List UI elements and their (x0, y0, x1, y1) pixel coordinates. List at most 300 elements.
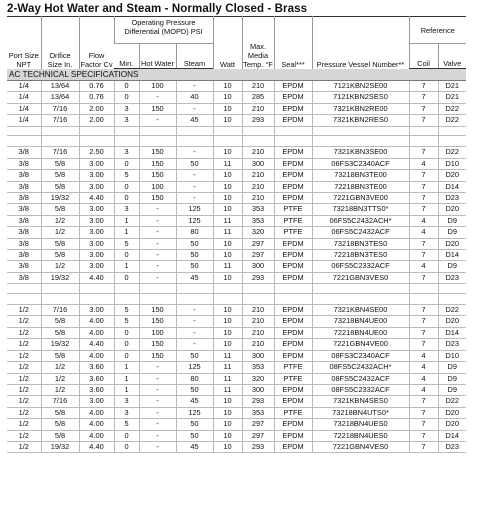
cell-orifice-size: 5/8 (41, 238, 79, 249)
table-row (7, 215, 466, 226)
spacer-cell (409, 284, 438, 293)
cell-valve: D22 (438, 115, 466, 126)
cell-port-size: 1/2 (7, 384, 41, 395)
table-row (7, 92, 466, 103)
cell-port-size: 1/2 (7, 362, 41, 373)
cell-steam: - (176, 327, 213, 338)
cell-valve: D22 (438, 305, 466, 316)
cell-watt: 10 (213, 407, 242, 418)
cell-seal: EPDM (274, 250, 312, 261)
cell-seal: EPDM (274, 327, 312, 338)
table-row (7, 170, 466, 181)
table-row (7, 362, 466, 373)
cell-flow-factor: 3.00 (79, 170, 114, 181)
cell-min: 0 (114, 92, 139, 103)
cell-port-size: 1/2 (7, 327, 41, 338)
cell-min: 0 (114, 250, 139, 261)
spacer-cell (312, 126, 409, 135)
cell-watt: 10 (213, 430, 242, 441)
cell-orifice-size: 7/16 (41, 115, 79, 126)
spacer-cell (139, 293, 176, 304)
spacer-cell (176, 293, 213, 304)
cell-steam: - (176, 103, 213, 114)
cell-coil: 4 (409, 373, 438, 384)
table-row (7, 103, 466, 114)
cell-flow-factor: 3.00 (79, 305, 114, 316)
cell-port-size: 3/8 (7, 204, 41, 215)
cell-max-temp: 210 (242, 81, 274, 92)
header-hot-water: Hot Water (139, 44, 176, 69)
cell-hot-water: - (139, 204, 176, 215)
header-min: Min. (114, 44, 139, 69)
cell-steam: 50 (176, 350, 213, 361)
table-row (7, 115, 466, 126)
cell-steam: - (176, 339, 213, 350)
cell-seal: EPDM (274, 350, 312, 361)
cell-hot-water: - (139, 362, 176, 373)
cell-coil: 4 (409, 384, 438, 395)
cell-watt: 10 (213, 115, 242, 126)
cell-port-size: 3/8 (7, 181, 41, 192)
table-row (7, 430, 466, 441)
cell-max-temp: 210 (242, 305, 274, 316)
cell-flow-factor: 3.00 (79, 227, 114, 238)
spacer-cell (176, 136, 213, 147)
cell-min: 1 (114, 227, 139, 238)
table-row (7, 272, 466, 283)
cell-valve: D22 (438, 103, 466, 114)
cell-watt: 10 (213, 441, 242, 452)
cell-steam: 80 (176, 227, 213, 238)
cell-pressure-vessel-number: 7121KBN2SE00 (312, 81, 409, 92)
cell-hot-water: - (139, 227, 176, 238)
table-row (7, 419, 466, 430)
cell-watt: 10 (213, 193, 242, 204)
spacer-cell (7, 284, 41, 293)
cell-max-temp: 300 (242, 261, 274, 272)
cell-flow-factor: 4.00 (79, 316, 114, 327)
cell-orifice-size: 7/16 (41, 396, 79, 407)
cell-orifice-size: 19/32 (41, 339, 79, 350)
table-row (7, 441, 466, 452)
cell-orifice-size: 5/8 (41, 327, 79, 338)
cell-watt: 11 (213, 215, 242, 226)
cell-min: 0 (114, 158, 139, 169)
cell-max-temp: 210 (242, 193, 274, 204)
cell-min: 0 (114, 181, 139, 192)
cell-flow-factor: 3.00 (79, 181, 114, 192)
cell-valve: D20 (438, 204, 466, 215)
spacer-cell (274, 126, 312, 135)
cell-seal: EPDM (274, 430, 312, 441)
spacer-cell (139, 136, 176, 147)
cell-max-temp: 210 (242, 339, 274, 350)
cell-hot-water: 150 (139, 350, 176, 361)
cell-orifice-size: 5/8 (41, 430, 79, 441)
cell-seal: EPDM (274, 419, 312, 430)
cell-pressure-vessel-number: 7221GBN4VES0 (312, 441, 409, 452)
cell-valve: D9 (438, 261, 466, 272)
spacer-cell (242, 126, 274, 135)
cell-orifice-size: 19/32 (41, 272, 79, 283)
cell-port-size: 1/2 (7, 419, 41, 430)
cell-hot-water: - (139, 441, 176, 452)
cell-pressure-vessel-number: 73218BN4UE00 (312, 316, 409, 327)
spacer-cell (79, 136, 114, 147)
spacer-cell (312, 293, 409, 304)
cell-pressure-vessel-number: 08FS5C2432ACH* (312, 362, 409, 373)
cell-valve: D9 (438, 215, 466, 226)
cell-valve: D22 (438, 147, 466, 158)
cell-min: 0 (114, 327, 139, 338)
cell-coil: 7 (409, 272, 438, 283)
cell-watt: 10 (213, 419, 242, 430)
cell-port-size: 3/8 (7, 272, 41, 283)
header-reference-group: Reference (409, 17, 466, 44)
header-watt: Watt (213, 17, 242, 69)
cell-hot-water: 150 (139, 170, 176, 181)
cell-orifice-size: 5/8 (41, 181, 79, 192)
cell-flow-factor: 2.50 (79, 147, 114, 158)
spacer-row (7, 284, 466, 293)
cell-max-temp: 210 (242, 181, 274, 192)
cell-steam: 50 (176, 261, 213, 272)
cell-steam: - (176, 181, 213, 192)
cell-seal: PTFE (274, 373, 312, 384)
spacer-cell (274, 293, 312, 304)
table-header (7, 17, 466, 69)
cell-steam: 50 (176, 238, 213, 249)
cell-flow-factor: 4.00 (79, 419, 114, 430)
table-row (7, 305, 466, 316)
cell-coil: 7 (409, 103, 438, 114)
cell-pressure-vessel-number: 7221GBN3VES0 (312, 272, 409, 283)
spec-table (7, 16, 466, 453)
cell-port-size: 1/4 (7, 92, 41, 103)
cell-hot-water: - (139, 407, 176, 418)
cell-steam: 125 (176, 407, 213, 418)
cell-seal: EPDM (274, 147, 312, 158)
cell-max-temp: 297 (242, 238, 274, 249)
cell-flow-factor: 3.60 (79, 362, 114, 373)
table-body (7, 69, 466, 453)
cell-min: 5 (114, 316, 139, 327)
cell-watt: 10 (213, 81, 242, 92)
cell-watt: 10 (213, 396, 242, 407)
cell-seal: EPDM (274, 384, 312, 395)
cell-hot-water: - (139, 261, 176, 272)
cell-watt: 10 (213, 92, 242, 103)
spacer-cell (438, 136, 466, 147)
cell-min: 3 (114, 407, 139, 418)
cell-coil: 4 (409, 158, 438, 169)
cell-valve: D20 (438, 419, 466, 430)
spacer-cell (438, 293, 466, 304)
cell-watt: 11 (213, 362, 242, 373)
cell-flow-factor: 3.00 (79, 396, 114, 407)
cell-min: 3 (114, 115, 139, 126)
cell-coil: 4 (409, 227, 438, 238)
table-row (7, 147, 466, 158)
cell-flow-factor: 4.00 (79, 407, 114, 418)
cell-steam: - (176, 305, 213, 316)
cell-seal: EPDM (274, 396, 312, 407)
cell-max-temp: 297 (242, 419, 274, 430)
cell-valve: D14 (438, 430, 466, 441)
cell-flow-factor: 3.00 (79, 250, 114, 261)
cell-steam: - (176, 170, 213, 181)
cell-min: 0 (114, 193, 139, 204)
table-row (7, 373, 466, 384)
cell-valve: D20 (438, 170, 466, 181)
cell-steam: 50 (176, 430, 213, 441)
cell-hot-water: 100 (139, 327, 176, 338)
table-row (7, 396, 466, 407)
cell-watt: 10 (213, 339, 242, 350)
cell-min: 5 (114, 305, 139, 316)
spacer-cell (79, 284, 114, 293)
cell-coil: 7 (409, 250, 438, 261)
header-coil: Coil (409, 44, 438, 69)
cell-valve: D9 (438, 384, 466, 395)
cell-port-size: 1/2 (7, 430, 41, 441)
cell-steam: 125 (176, 204, 213, 215)
cell-max-temp: 353 (242, 362, 274, 373)
spacer-cell (114, 284, 139, 293)
cell-max-temp: 353 (242, 215, 274, 226)
cell-coil: 4 (409, 350, 438, 361)
cell-flow-factor: 3.60 (79, 384, 114, 395)
cell-valve: D21 (438, 81, 466, 92)
cell-seal: EPDM (274, 441, 312, 452)
cell-flow-factor: 2.00 (79, 115, 114, 126)
cell-hot-water: - (139, 92, 176, 103)
cell-min: 0 (114, 441, 139, 452)
cell-min: 1 (114, 261, 139, 272)
cell-watt: 10 (213, 250, 242, 261)
table-row (7, 238, 466, 249)
cell-seal: EPDM (274, 92, 312, 103)
cell-valve: D10 (438, 158, 466, 169)
cell-coil: 7 (409, 181, 438, 192)
cell-steam: - (176, 147, 213, 158)
cell-valve: D14 (438, 181, 466, 192)
cell-watt: 11 (213, 384, 242, 395)
cell-min: 0 (114, 81, 139, 92)
section-label: AC TECHNICAL SPECIFICATIONS (7, 69, 466, 81)
cell-coil: 7 (409, 430, 438, 441)
cell-orifice-size: 1/2 (41, 373, 79, 384)
cell-pressure-vessel-number: 72218BN3TE00 (312, 181, 409, 192)
cell-seal: EPDM (274, 339, 312, 350)
cell-pressure-vessel-number: 7321KBN3SE00 (312, 147, 409, 158)
cell-hot-water: - (139, 430, 176, 441)
cell-valve: D23 (438, 441, 466, 452)
cell-pressure-vessel-number: 72218BN3TES0 (312, 250, 409, 261)
cell-pressure-vessel-number: 72218BN4UE00 (312, 327, 409, 338)
cell-max-temp: 285 (242, 92, 274, 103)
cell-pressure-vessel-number: 73218BN4UTS0* (312, 407, 409, 418)
spacer-cell (7, 293, 41, 304)
cell-port-size: 1/2 (7, 396, 41, 407)
cell-steam: 45 (176, 115, 213, 126)
header-steam: Steam (176, 44, 213, 69)
table-row (7, 204, 466, 215)
cell-valve: D23 (438, 272, 466, 283)
cell-port-size: 1/4 (7, 81, 41, 92)
spacer-cell (438, 126, 466, 135)
page-title: 2-Way Hot Water and Steam - Normally Closed - Brass (7, 3, 308, 15)
table-row (7, 339, 466, 350)
cell-port-size: 1/2 (7, 350, 41, 361)
cell-coil: 7 (409, 305, 438, 316)
cell-orifice-size: 1/2 (41, 261, 79, 272)
spacer-cell (176, 126, 213, 135)
table-row (7, 227, 466, 238)
cell-valve: D22 (438, 396, 466, 407)
cell-watt: 10 (213, 181, 242, 192)
cell-port-size: 3/8 (7, 158, 41, 169)
table-row (7, 350, 466, 361)
header-orifice-size: Orifice Size In. (41, 17, 79, 69)
cell-coil: 7 (409, 81, 438, 92)
cell-coil: 4 (409, 362, 438, 373)
cell-max-temp: 293 (242, 272, 274, 283)
cell-hot-water: 150 (139, 193, 176, 204)
cell-hot-water: - (139, 238, 176, 249)
cell-flow-factor: 0.76 (79, 92, 114, 103)
cell-steam: 45 (176, 441, 213, 452)
cell-coil: 7 (409, 193, 438, 204)
header-port-size: Port Size NPT (8, 50, 39, 69)
cell-orifice-size: 7/16 (41, 305, 79, 316)
cell-valve: D10 (438, 350, 466, 361)
cell-valve: D23 (438, 339, 466, 350)
cell-flow-factor: 4.40 (79, 441, 114, 452)
cell-seal: EPDM (274, 81, 312, 92)
cell-port-size: 1/4 (7, 103, 41, 114)
cell-flow-factor: 3.00 (79, 215, 114, 226)
cell-min: 0 (114, 339, 139, 350)
cell-orifice-size: 1/2 (41, 227, 79, 238)
cell-port-size: 1/2 (7, 316, 41, 327)
spacer-cell (114, 136, 139, 147)
spacer-cell (114, 126, 139, 135)
cell-min: 3 (114, 396, 139, 407)
cell-max-temp: 210 (242, 147, 274, 158)
table-row (7, 181, 466, 192)
cell-steam: 125 (176, 215, 213, 226)
cell-hot-water: 100 (139, 181, 176, 192)
spacer-cell (41, 293, 79, 304)
cell-flow-factor: 0.76 (79, 81, 114, 92)
cell-pressure-vessel-number: 08FS5C2332ACF (312, 384, 409, 395)
cell-pressure-vessel-number: 06FS5C2432ACH* (312, 215, 409, 226)
spacer-cell (274, 136, 312, 147)
cell-orifice-size: 19/32 (41, 193, 79, 204)
cell-valve: D20 (438, 407, 466, 418)
cell-hot-water: 150 (139, 103, 176, 114)
cell-max-temp: 210 (242, 170, 274, 181)
cell-orifice-size: 1/2 (41, 215, 79, 226)
cell-seal: PTFE (274, 204, 312, 215)
cell-seal: PTFE (274, 362, 312, 373)
cell-max-temp: 353 (242, 204, 274, 215)
cell-seal: EPDM (274, 158, 312, 169)
cell-flow-factor: 4.00 (79, 350, 114, 361)
cell-min: 3 (114, 204, 139, 215)
cell-orifice-size: 5/8 (41, 204, 79, 215)
cell-valve: D9 (438, 362, 466, 373)
cell-flow-factor: 3.00 (79, 158, 114, 169)
cell-valve: D21 (438, 92, 466, 103)
cell-flow-factor: 4.00 (79, 430, 114, 441)
spacer-cell (139, 126, 176, 135)
cell-valve: D9 (438, 227, 466, 238)
cell-flow-factor: 3.00 (79, 238, 114, 249)
cell-watt: 10 (213, 272, 242, 283)
cell-max-temp: 210 (242, 316, 274, 327)
cell-max-temp: 297 (242, 250, 274, 261)
cell-orifice-size: 19/32 (41, 441, 79, 452)
cell-watt: 10 (213, 316, 242, 327)
cell-port-size: 1/2 (7, 373, 41, 384)
cell-seal: EPDM (274, 261, 312, 272)
spacer-cell (213, 293, 242, 304)
spacer-cell (438, 284, 466, 293)
cell-orifice-size: 7/16 (41, 147, 79, 158)
cell-watt: 10 (213, 305, 242, 316)
table-row (7, 261, 466, 272)
cell-orifice-size: 5/8 (41, 250, 79, 261)
cell-min: 0 (114, 350, 139, 361)
cell-seal: EPDM (274, 305, 312, 316)
cell-pressure-vessel-number: 7321KBN4SES0 (312, 396, 409, 407)
cell-pressure-vessel-number: 73218BN3TTS0* (312, 204, 409, 215)
cell-seal: EPDM (274, 316, 312, 327)
cell-seal: EPDM (274, 115, 312, 126)
cell-coil: 7 (409, 396, 438, 407)
table-row (7, 250, 466, 261)
table-row (7, 407, 466, 418)
cell-hot-water: - (139, 215, 176, 226)
cell-pressure-vessel-number: 73218BN3TES0 (312, 238, 409, 249)
cell-watt: 11 (213, 350, 242, 361)
header-max-temp: Max. Media Temp. °F (242, 17, 274, 69)
cell-seal: EPDM (274, 170, 312, 181)
cell-steam: 45 (176, 272, 213, 283)
table-row (7, 327, 466, 338)
cell-pressure-vessel-number: 7221GBN4VE00 (312, 339, 409, 350)
spacer-cell (7, 136, 41, 147)
cell-orifice-size: 13/64 (41, 92, 79, 103)
cell-coil: 7 (409, 92, 438, 103)
cell-max-temp: 293 (242, 115, 274, 126)
cell-coil: 7 (409, 419, 438, 430)
cell-watt: 11 (213, 227, 242, 238)
cell-valve: D14 (438, 327, 466, 338)
spacer-cell (213, 126, 242, 135)
cell-hot-water: - (139, 115, 176, 126)
cell-coil: 7 (409, 147, 438, 158)
cell-max-temp: 353 (242, 407, 274, 418)
cell-steam: - (176, 81, 213, 92)
spacer-cell (41, 284, 79, 293)
cell-max-temp: 293 (242, 396, 274, 407)
cell-min: 0 (114, 430, 139, 441)
cell-max-temp: 320 (242, 373, 274, 384)
spacer-cell (7, 126, 41, 135)
